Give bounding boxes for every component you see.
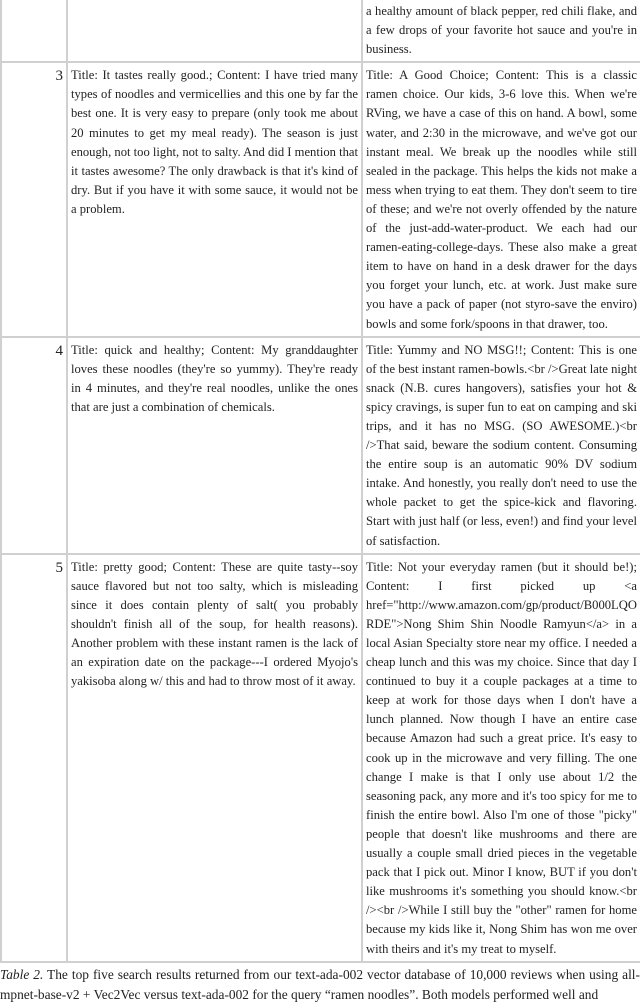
right-result-cell: a healthy amount of black pepper, red chili flake, and a few drops of your favorite hot sauce and you're in business. <box>362 0 640 62</box>
caption-text: The top five search results returned from our text-ada-002 vector database of 10,000 reviews when using all-mpnet-base-v2 + Vec2Vec versus text-ada-002 for the query “ramen noodles”. Both models performed well and <box>0 966 640 1002</box>
rank-cell: 5 <box>1 554 67 962</box>
right-result-cell: Title: Not your everyday ramen (but it should be!); Content: I first picked up <a href="http://www.amazon.com/gp/product/B000LQORDE">Nong Shim Shin Noodle Ramyun</a> in a local Asian Specialty store near my office. I needed a cheap lunch and this was my choice. Since that day I continued to buy it a couple packages at a time to keep at work for those days when I don't have a lunch planned. Now though I have an entire case because Amazon had such a great price. It's easy to cook up in the microwave and very filling. The one change I make is that I only use about 1/2 the seasoning pack, any more and it's too spicy for me to finish the entire bowl. Also I'm one of those "picky" people that doesn't like mushrooms and there are usually a couple small dried pieces in the vegetable pack that I pick out. Minor I know, BUT if you don't like mushrooms it's something you should know.<br /><br />While I still buy the "other" ramen for home because my kids like it, Nong Shim has won me over with theirs and it's my treat to myself. <box>362 554 640 962</box>
left-result-cell: Title: pretty good; Content: These are quite tasty--soy sauce flavored but not too salty, which is misleading since it does contain plenty of salt( you probably shouldn't finish all of the soup, for health reasons). Another problem with these instant ramen is the lack of an expiration date on the package---I ordered Myojo's yakisoba along w/ this and had to throw most of it away. <box>67 554 362 962</box>
right-result-cell: Title: Yummy and NO MSG!!; Content: This is one of the best instant ramen-bowls.<br />Great late night snack (N.B. cures hangovers), satisfies your hot & spicy cravings, is super fun to eat on camping and ski trips, and it has no MSG. (SO AWESOME.)<br />That said, beware the sodium content. Consuming the entire soup is an automatic 90% DV sodium intake. And honestly, you really don't need to use the whole packet to get the spice-kick and flavoring. Start with just half (or less, even!) and find your level of satisfaction. <box>362 337 640 554</box>
table-caption <box>0 965 640 1005</box>
left-result-cell <box>67 0 362 62</box>
caption-label: Table 2. <box>0 966 44 982</box>
table-row <box>1 62 640 336</box>
left-result-cell: Title: quick and healthy; Content: My granddaughter loves these noodles (they're so yummy). They're ready in 4 minutes, and they're real noodles, unlike the ones that are just a combination of chemicals. <box>67 337 362 554</box>
table-row <box>1 554 640 962</box>
table-row <box>1 0 640 62</box>
rank-cell: 3 <box>1 62 67 336</box>
table-row <box>1 337 640 554</box>
rank-cell <box>1 0 67 62</box>
rank-cell: 4 <box>1 337 67 554</box>
left-result-cell: Title: It tastes really good.; Content: I have tried many types of noodles and vermicellies and this one by far the best one. It is very easy to prepare (only took me about 20 minutes to get my meal ready). The season is just enough, not too light, not to salty. And did I mention that it tastes awesome? The only drawback is that it's kind of dry. But if you have it with some sauce, it would not be a problem. <box>67 62 362 336</box>
right-result-cell: Title: A Good Choice; Content: This is a classic ramen choice. Our kids, 3-6 love this. When we're RVing, we have a case of this on hand. A bowl, some water, and 2:30 in the microwave, and we've got our instant meal. We break up the noodles while still sealed in the package. This helps the kids not make a mess when trying to eat them. They don't seem to tire of these; and we're not overly offended by the nature of the just-add-water-product. We each had our ramen-eating-college-days. These also make a great item to have on hand in a desk drawer for the days you forget your lunch, etc. at work. Just make sure you have a pack of paper (not styro-save the enviro) bowls and some fork/spoons in that drawer, too. <box>362 62 640 336</box>
